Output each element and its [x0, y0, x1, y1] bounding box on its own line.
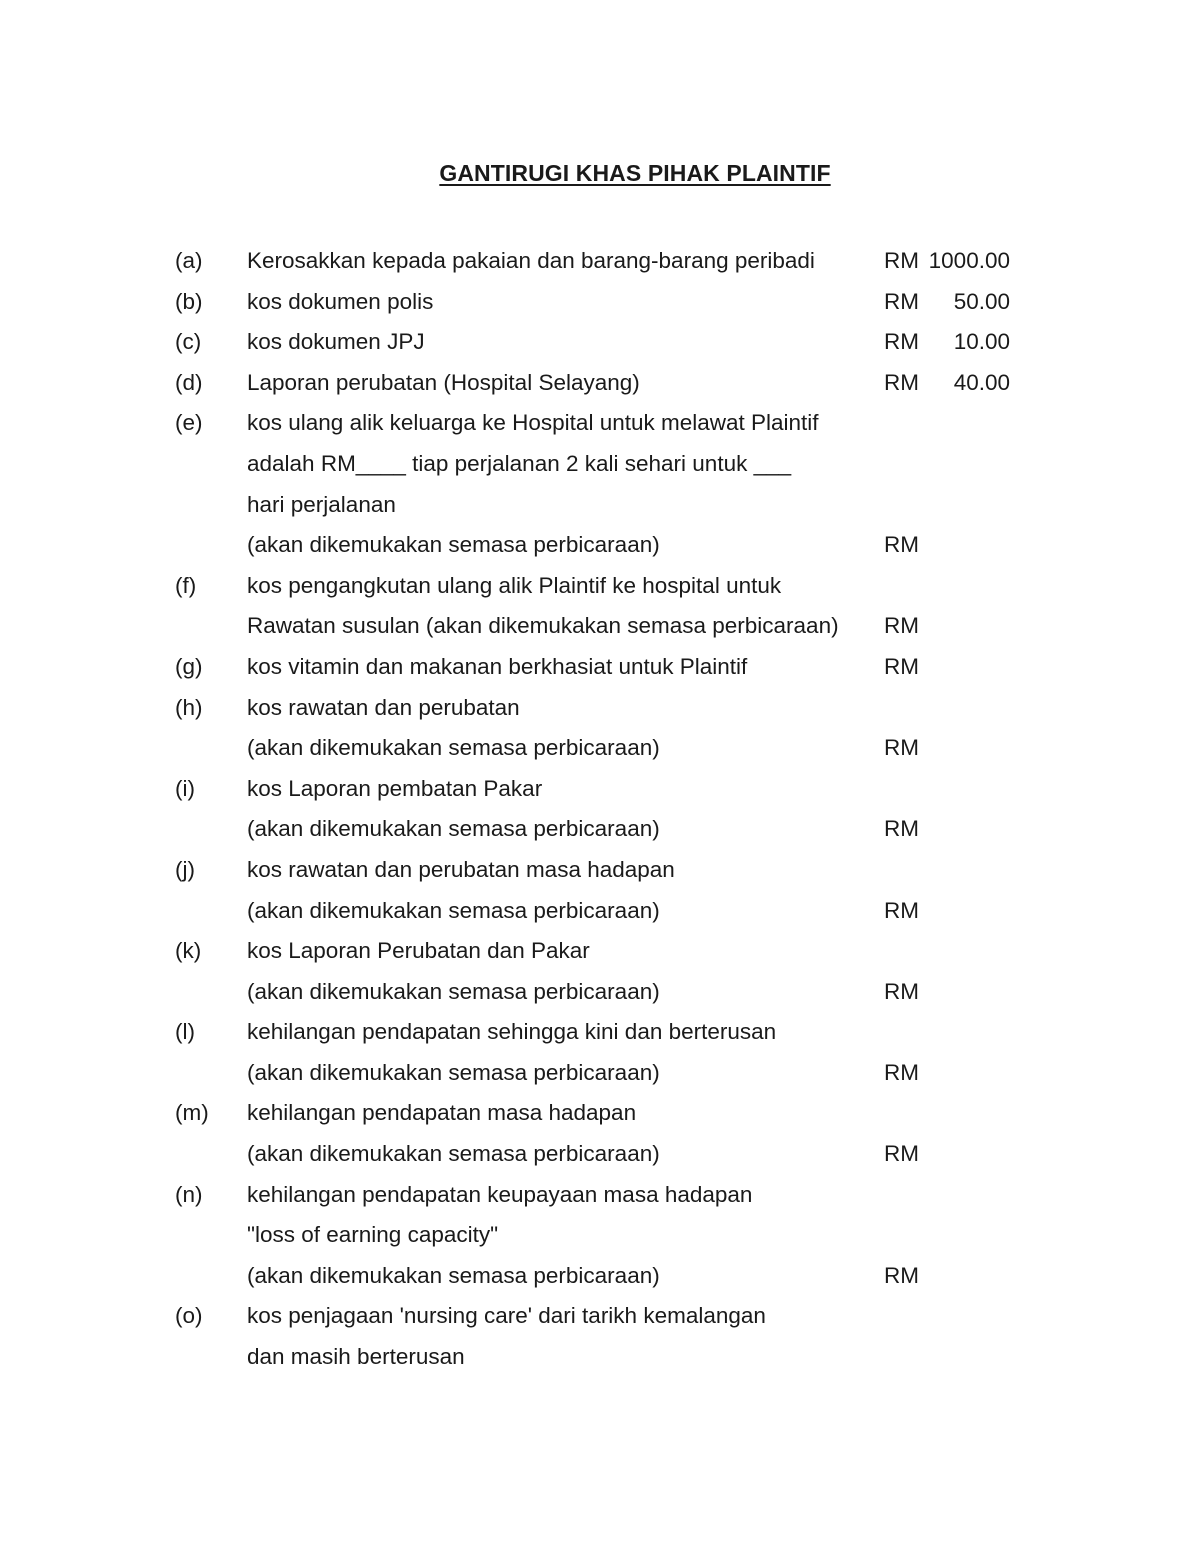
list-item	[0, 688, 1200, 729]
item-letter: (g)	[175, 653, 203, 679]
item-currency: RM	[884, 329, 919, 355]
item-description: kehilangan pendapatan keupayaan masa hadapan	[247, 1181, 753, 1207]
item-description: kos rawatan dan perubatan masa hadapan	[247, 856, 675, 882]
list-item-continuation	[0, 444, 1200, 485]
item-letter: (j)	[175, 856, 195, 882]
item-letter: (f)	[175, 572, 197, 598]
item-currency: RM	[884, 369, 919, 395]
item-currency: RM	[884, 288, 919, 314]
list-item-continuation	[0, 1256, 1200, 1297]
list-item-continuation	[0, 728, 1200, 769]
list-item-continuation	[0, 1053, 1200, 1094]
item-description: Rawatan susulan (akan dikemukakan semasa perbicaraan)	[247, 613, 839, 639]
list-item	[0, 363, 1200, 404]
item-letter: (b)	[175, 288, 203, 314]
list-item	[0, 282, 1200, 323]
list-item	[0, 241, 1200, 282]
item-currency: RM	[884, 532, 919, 558]
item-letter: (m)	[175, 1100, 209, 1126]
item-description: dan masih berterusan	[247, 1344, 465, 1370]
list-item-continuation	[0, 1337, 1200, 1378]
item-currency: RM	[884, 1059, 919, 1085]
list-item-continuation	[0, 972, 1200, 1013]
list-item-continuation	[0, 809, 1200, 850]
item-description: kos rawatan dan perubatan	[247, 694, 520, 720]
list-item	[0, 769, 1200, 810]
list-item	[0, 647, 1200, 688]
item-description: (akan dikemukakan semasa perbicaraan)	[247, 897, 660, 923]
item-letter: (a)	[175, 248, 203, 273]
item-description: (akan dikemukakan semasa perbicaraan)	[247, 978, 660, 1004]
item-currency: RM	[884, 1141, 919, 1167]
item-description: (akan dikemukakan semasa perbicaraan)	[247, 816, 660, 842]
list-item-continuation	[0, 606, 1200, 647]
item-description: (akan dikemukakan semasa perbicaraan)	[247, 532, 660, 558]
item-amount: 40.00	[953, 369, 1010, 395]
item-currency: RM	[884, 816, 919, 842]
list-item-continuation	[0, 891, 1200, 932]
item-amount: 10.00	[953, 329, 1010, 355]
list-item-continuation	[0, 1215, 1200, 1256]
list-item	[0, 322, 1200, 363]
item-description: hari perjalanan	[247, 491, 396, 517]
item-description: kehilangan pendapatan sehingga kini dan berterusan	[247, 1019, 777, 1045]
damages-list	[0, 241, 1200, 1378]
list-item	[0, 1012, 1200, 1053]
item-description: (akan dikemukakan semasa perbicaraan)	[247, 1059, 660, 1085]
item-description: kehilangan pendapatan masa hadapan	[247, 1100, 637, 1126]
item-currency: RM	[884, 613, 919, 639]
item-letter: (i)	[175, 775, 195, 801]
item-description: Kerosakkan kepada pakaian dan barang-barang peribadi	[247, 248, 815, 273]
item-currency: RM	[884, 248, 919, 273]
item-description: kos pengangkutan ulang alik Plaintif ke hospital untuk	[247, 572, 782, 598]
item-amount: 1000.00	[928, 248, 1010, 273]
item-currency: RM	[884, 1262, 919, 1288]
list-item	[0, 403, 1200, 444]
item-description: kos dokumen JPJ	[247, 329, 425, 355]
item-letter: (e)	[175, 410, 203, 436]
item-description: Laporan perubatan (Hospital Selayang)	[247, 369, 640, 395]
item-description: kos ulang alik keluarga ke Hospital untuk melawat Plaintif	[247, 410, 819, 436]
list-item	[0, 1093, 1200, 1134]
item-currency: RM	[884, 978, 919, 1004]
list-item-continuation	[0, 525, 1200, 566]
item-currency: RM	[884, 735, 919, 761]
item-description: kos penjagaan 'nursing care' dari tarikh kemalangan	[247, 1303, 766, 1329]
item-description: kos Laporan pembatan Pakar	[247, 775, 543, 801]
list-item	[0, 566, 1200, 607]
item-letter: (c)	[175, 329, 202, 355]
list-item	[0, 1175, 1200, 1216]
list-item	[0, 850, 1200, 891]
item-currency: RM	[884, 653, 919, 679]
item-currency: RM	[884, 897, 919, 923]
item-amount: 50.00	[953, 288, 1010, 314]
item-letter: (l)	[175, 1019, 195, 1045]
document-title: GANTIRUGI KHAS PIHAK PLAINTIF	[439, 160, 831, 186]
item-letter: (k)	[175, 938, 202, 964]
item-letter: (o)	[175, 1303, 203, 1329]
item-letter: (h)	[175, 694, 203, 720]
item-description: kos dokumen polis	[247, 288, 434, 314]
item-description: kos vitamin dan makanan berkhasiat untuk Plaintif	[247, 653, 748, 679]
item-letter: (d)	[175, 369, 203, 395]
item-description: adalah RM____ tiap perjalanan 2 kali sehari untuk ___	[247, 450, 792, 476]
item-description: (akan dikemukakan semasa perbicaraan)	[247, 1262, 660, 1288]
list-item-continuation	[0, 1134, 1200, 1175]
item-description: (akan dikemukakan semasa perbicaraan)	[247, 1141, 660, 1167]
list-item	[0, 1296, 1200, 1337]
list-item-continuation	[0, 485, 1200, 526]
item-description: "loss of earning capacity"	[247, 1222, 499, 1248]
item-description: kos Laporan Perubatan dan Pakar	[247, 938, 590, 964]
item-letter: (n)	[175, 1181, 203, 1207]
list-item	[0, 931, 1200, 972]
item-description: (akan dikemukakan semasa perbicaraan)	[247, 735, 660, 761]
